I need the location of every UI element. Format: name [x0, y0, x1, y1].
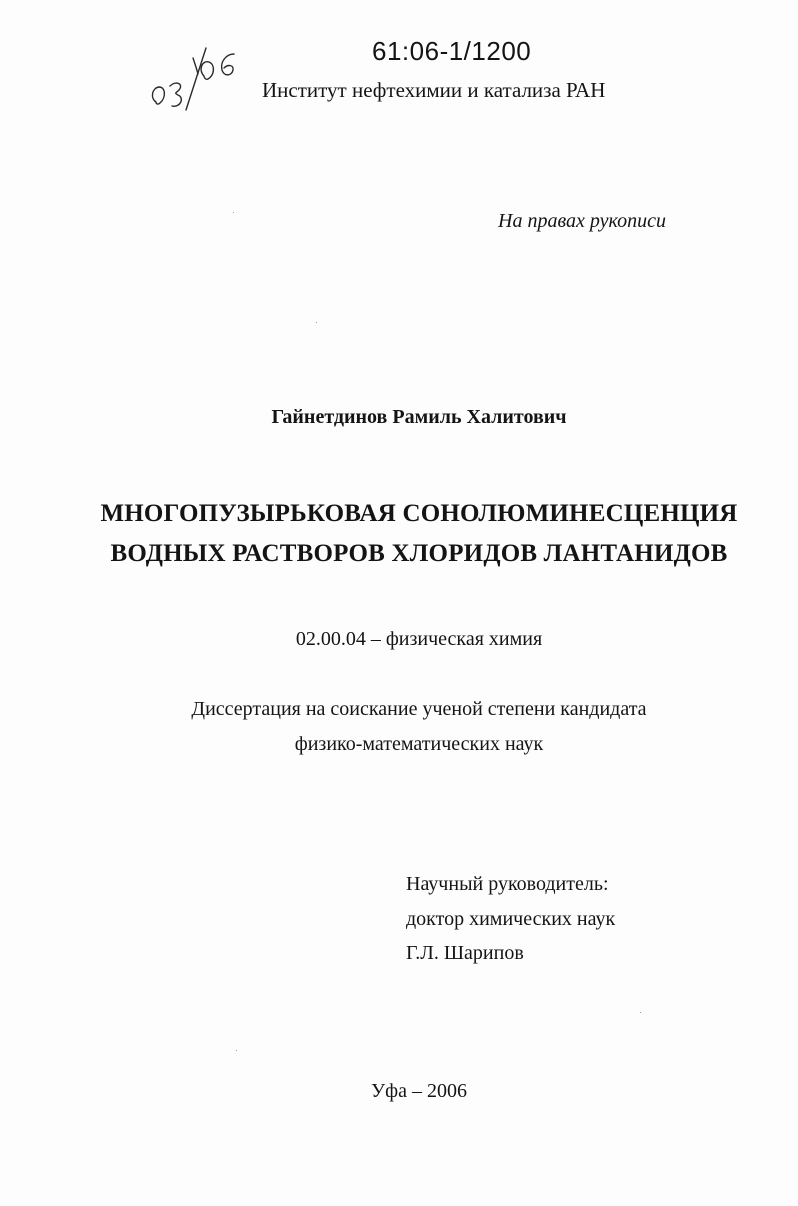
author-name: Гайнетдинов Рамиль Халитович [271, 406, 567, 428]
title-line-1: МНОГОПУЗЫРЬКОВАЯ СОНОЛЮМИНЕСЦЕНЦИЯ [100, 500, 738, 527]
scan-speck [316, 322, 317, 323]
catalog-number: 61:06-1/1200 [372, 36, 532, 66]
dissertation-line-2: физико-математических наук [294, 733, 544, 755]
city-year: Уфа – 2006 [371, 1080, 467, 1102]
title-line-2: ВОДНЫХ РАСТВОРОВ ХЛОРИДОВ ЛАНТАНИДОВ [110, 540, 728, 567]
dissertation-line-1: Диссертация на соискание ученой степени кандидата [191, 698, 647, 720]
scan-speck [236, 1050, 237, 1051]
scan-speck [233, 212, 234, 213]
institute-name: Институт нефтехимии и катализа РАН [262, 78, 606, 102]
supervisor-degree: доктор химических наук [406, 908, 616, 930]
supervisor-label: Научный руководитель: [406, 873, 609, 895]
supervisor-name: Г.Л. Шарипов [406, 942, 524, 964]
scan-speck [640, 1012, 641, 1013]
handwritten-mark [148, 40, 266, 122]
specialty-code: 02.00.04 – физическая химия [295, 628, 543, 650]
rights-note: На правах рукописи [498, 210, 666, 232]
